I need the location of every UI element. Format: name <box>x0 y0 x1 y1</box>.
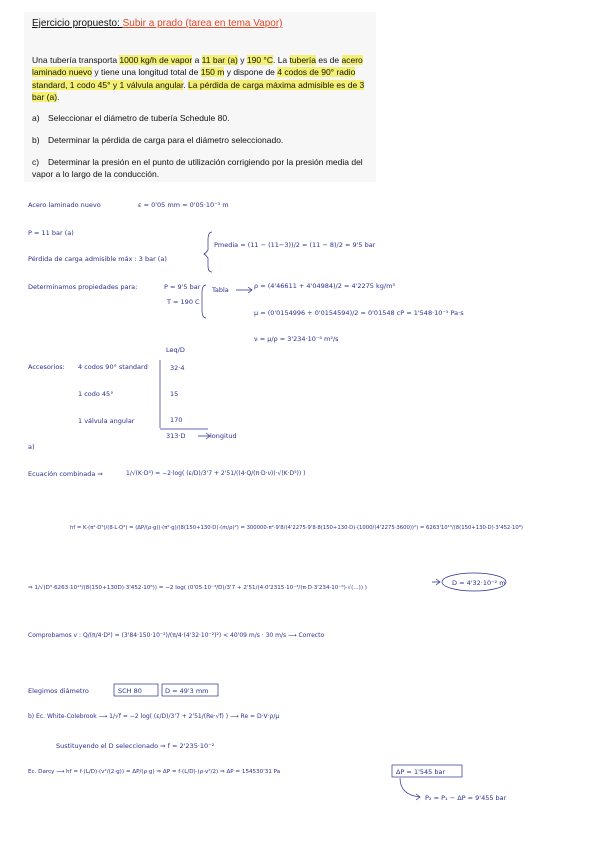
highlighted-text: 4 codos de 90° radio standard, 1 codo 45° y 1 válvula angular <box>32 67 356 90</box>
value-valvula: 170 <box>170 416 183 424</box>
note-leq-header: Leq/D <box>166 346 185 354</box>
note-comprobamos: Comprobamos v : Q/(π/4·D²) = (3'84·150·10⁻²)/(π/4·(4'32·10⁻²)²) < 40'09 m/s · 30 m/s ⟶ Correcto <box>28 632 325 639</box>
box-dp <box>392 765 462 777</box>
arrow-tabla <box>236 287 252 293</box>
statement-text: . La <box>272 55 290 65</box>
note-epsilon: ε = 0'05 mm = 0'05·10⁻³ m <box>138 201 229 209</box>
note-elegimos: Elegimos diámetro <box>28 687 89 695</box>
statement-text: y tiene una longitud total de <box>92 67 201 78</box>
highlighted-text: acero laminado nuevo <box>32 55 363 78</box>
note-accesorios: Accesorios: <box>28 363 65 371</box>
formula-combinada: 1/√(K·D⁵) = −2·log( (ε/D)/3'7 + 2'51/((4·Q/(π·D·ν))·√(K·D⁵)) ) <box>126 470 306 477</box>
note-p95: P = 9'5 bar <box>164 283 201 291</box>
note-longitud: longitud <box>210 432 237 440</box>
formula-darcy: Ec. Darcy ⟶ hf = f·(L/D)·(v²/(2·g)) = ΔP/(ρ·g) ⇒ ΔP = f·(L/D)·(ρ·v²/2) ⇒ ΔP = 154530'31 Pa <box>28 769 281 775</box>
highlighted-text: 1000 kg/h de vapor <box>119 55 193 65</box>
note-codo45: 1 codo 45° <box>78 390 114 398</box>
value-codos90: 32·4 <box>170 364 185 372</box>
note-pmedia: Pmedia = (11 − (11−3))/2 = (11 − 8)/2 = 9'5 bar <box>214 241 376 249</box>
statement-text: y <box>237 55 247 65</box>
result-p2: P₂ = P₁ − ΔP = 9'455 bar <box>425 794 507 802</box>
note-valvula: 1 válvula angular <box>78 417 135 425</box>
circle-diameter-result <box>442 573 506 591</box>
note-sustituyendo: Sustituyendo el D seleccionado ⇒ f = 2'235·10⁻² <box>56 742 215 750</box>
note-acero: Acero laminado nuevo <box>28 201 101 209</box>
statement-text: . <box>183 79 189 90</box>
note-rho: ρ = (4'46611 + 4'04984)/2 = 4'2275 kg/m³ <box>254 282 396 290</box>
arrow-longitud <box>198 433 210 439</box>
note-part-a: a) <box>28 443 35 451</box>
note-max-loss: Pérdida de carga admisible máx : 3 bar (a) <box>28 255 167 263</box>
note-pressure: P = 11 bar (a) <box>28 229 74 237</box>
highlighted-text: tubería <box>289 55 316 65</box>
highlighted-text: La pérdida de carga máxima admisible es de 3 bar (a) <box>32 79 365 103</box>
statement-text: Una tubería transporta <box>32 55 120 65</box>
note-nu: ν = μ/ρ = 3'234·10⁻⁶ m²/s <box>254 335 339 343</box>
note-t190: T = 190 C <box>167 298 200 306</box>
question-c: c) Determinar la presión en el punto de utilización corrigiendo por la presión media del vapor a lo largo de la conducción. <box>32 157 363 180</box>
formula-hf: hf = K·(π²·D⁵)/(8·L·Q²) = (ΔP/(ρ·g))·(π²·g)/(8(150+130·D)·(ṁ/ρ)²) = 300000·π²·9'8/(4'2275·9'8·8(150+130·D)·(1000/(4'2275·3600))²) = 6263'10¹³/(8(150+130·D)·3'452·10⁸) <box>70 525 523 531</box>
result-dp: ΔP = 1'545 bar <box>396 768 446 776</box>
brace-pmedia <box>204 232 212 272</box>
arrow-to-result <box>432 579 440 585</box>
statement-text: a <box>192 55 202 65</box>
question-a: a) Seleccionar el diámetro de tubería Schedule 80. <box>32 113 230 123</box>
note-sch80: SCH 80 <box>118 687 142 695</box>
note-codos90: 4 codos 90° standard <box>78 363 148 371</box>
highlighted-text: 190 °C <box>246 55 273 65</box>
statement-text: . <box>57 92 60 103</box>
statement-text: es de <box>315 55 342 65</box>
highlighted-text: 150 m <box>200 67 225 78</box>
statement-text: y dispone de <box>224 67 278 78</box>
title-highlight: Subir a prado (tarea en tema Vapor) <box>122 18 283 29</box>
result-diameter: D = 4'32·10⁻² m <box>452 579 506 587</box>
question-b: b) Determinar la pérdida de carga para el diámetro seleccionado. <box>32 135 284 145</box>
note-determinamos: Determinamos propiedades para: <box>28 283 138 291</box>
box-d-chosen <box>162 684 218 696</box>
formula-white-colebrook: b) Ec. White-Colebrook ⟶ 1/√f = −2 log( (ε/D)/3'7 + 2'51/(Re·√f) ) ⟶ Re = D·V·ρ/μ <box>28 713 280 720</box>
formula-iteration: ⇒ 1/√(D⁵·6263·10¹³/(8(150+130D)·3'452·10⁸)) = −2 log( (0'05·10⁻³/D)/3'7 + 2'51/(4·0'2315·10⁻³/(π·D·3'234·10⁻⁶)·√(...)) ) <box>28 585 367 591</box>
title-prefix: Ejercicio propuesto: <box>32 18 123 29</box>
note-ec-combinada: Ecuación combinada ⇒ <box>28 470 103 478</box>
brace-props <box>202 285 206 318</box>
arrow-to-p2 <box>400 778 420 800</box>
note-mu: μ = (0'0154996 + 0'0154594)/2 = 0'01548 cP = 1'548·10⁻⁵ Pa·s <box>254 309 464 317</box>
note-d-chosen: D = 49'3 mm <box>165 687 209 695</box>
value-codo45: 15 <box>170 390 179 398</box>
box-sch80 <box>114 684 158 696</box>
note-tabla: Tabla <box>212 286 229 294</box>
highlighted-text: 11 bar (a) <box>201 55 238 65</box>
value-total: 313·D <box>166 432 186 440</box>
